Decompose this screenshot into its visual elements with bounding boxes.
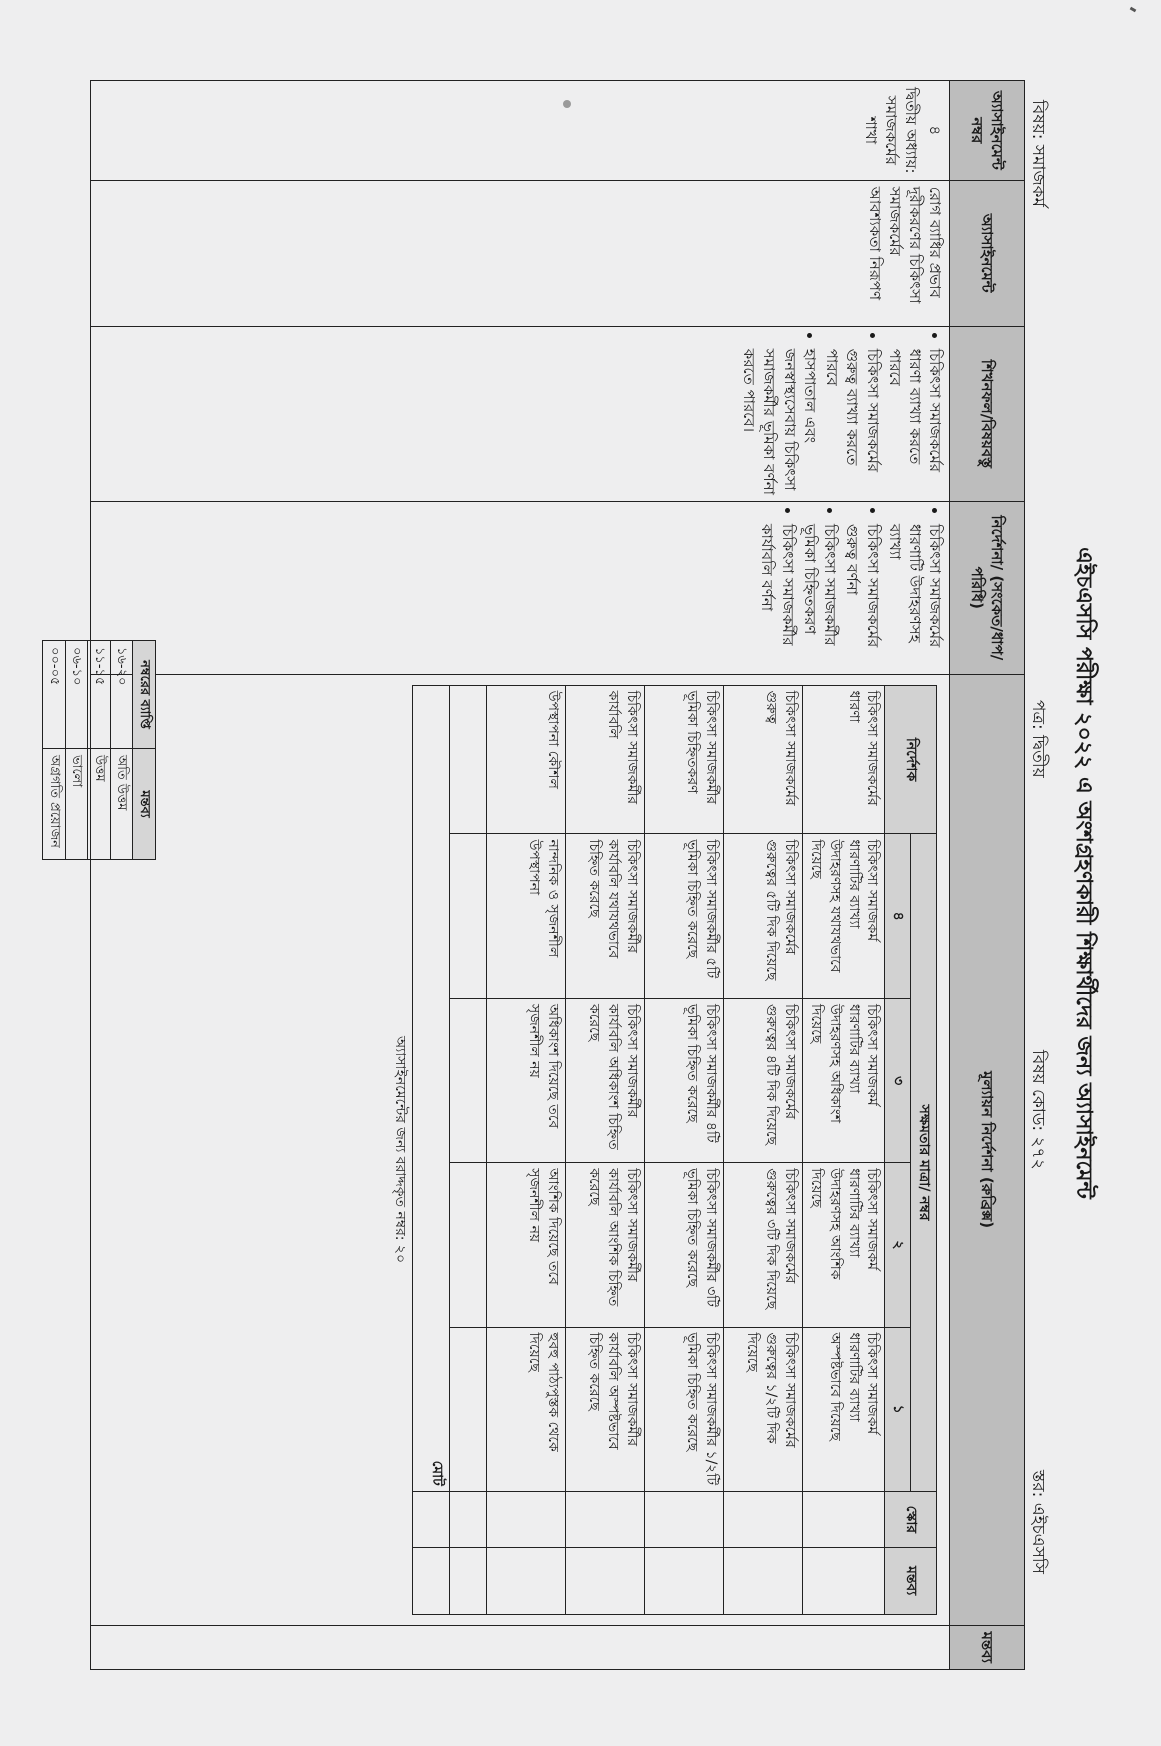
rubric-blank-row <box>449 685 486 1614</box>
grade-remark: ভালো <box>65 749 88 860</box>
rubric-total-label: মোট <box>412 685 449 1491</box>
rubric-cell-level-1: হুবহু পাঠ্যপুস্তক থেকে দিয়েছে <box>486 1327 565 1491</box>
rubric-cell-level-3: চিকিৎসা সমাজকর্মীর ৪টি ভূমিকা চিহ্নিত করেছে <box>644 998 723 1162</box>
rubric-indicator: চিকিৎসা সমাজকর্মীর কার্যাবলি <box>565 685 644 834</box>
instructions-cell <box>91 501 950 674</box>
page-title: এইচএসসি পরীক্ষা ২০২২ এ অংশগ্রহণকারী শিক্ষার্থীদের জন্য অ্যাসাইনমেন্ট <box>1071 547 1096 1199</box>
rubric-cell-level-2: চিকিৎসা সমাজকর্মীর ৩টি ভূমিকা চিহ্নিত করেছে <box>644 1163 723 1327</box>
rubric-indicator: চিকিৎসা সমাজকর্মীর ভূমিকা চিহ্নিতকরণ <box>644 685 723 834</box>
header-outcomes: শিখনফল/বিষয়বস্তু <box>950 326 1025 501</box>
rubric-cell-level-1: চিকিৎসা সমাজকর্মীর ১/২টি ভূমিকা চিহ্নিত করেছে <box>644 1327 723 1491</box>
assignment-table <box>90 80 1025 1670</box>
subject-label: বিষয়: সমাজকর্ম <box>1028 100 1048 207</box>
outcome-item: • চিকিৎসা সমাজকর্মের গুরুত্ব ব্যাখ্যা করতে পারবে <box>822 349 883 495</box>
assignment-number: ৪ <box>926 125 945 136</box>
rubric-score-header: স্কোর <box>885 1491 937 1547</box>
rubric-cell-level-4: চিকিৎসা সমাজকর্মের গুরুত্বের ৫টি দিক দিয়েছে <box>723 834 802 999</box>
rubric-indicator: উপস্থাপনা কৌশল <box>486 685 565 834</box>
rubric-level-3: ৩ <box>885 998 911 1162</box>
paper-label: পত্র: দ্বিতীয় <box>1028 700 1048 778</box>
rubric-total-note <box>412 1547 449 1614</box>
allotted-marks-note: অ্যাসাইনমেন্টের জন্য বরাদ্দকৃত নম্বর: ২০ <box>391 1036 408 1264</box>
scan-speck <box>563 100 571 108</box>
rubric-indicator-header: নির্দেশক <box>885 685 937 834</box>
rubric-cell-level-3: চিকিৎসা সমাজকর্মের গুরুত্বের ৪টি দিক দিয়েছে <box>723 998 802 1162</box>
level-label: স্তর: এইচএসসি <box>1028 1470 1048 1574</box>
rubric-score-cell <box>723 1491 802 1547</box>
rubric-cell-level-4: চিকিৎসা সমাজকর্মীর ৫টি ভূমিকা চিহ্নিত করেছে <box>644 834 723 999</box>
rubric-cell-level-3: চিকিৎসা সমাজকর্ম ধারণাটির ব্যাখ্যা উদাহরণসহ অধিকাংশ দিয়েছে <box>802 998 885 1162</box>
grade-range: ০০-০৫ <box>43 641 66 749</box>
grade-row <box>88 641 111 860</box>
rubric-note-cell <box>723 1547 802 1614</box>
rubric-levels-header: সক্ষমতার মাত্রা/ নম্বর <box>911 834 937 1491</box>
rubric-note-header: মন্তব্য <box>885 1547 937 1614</box>
rubric-cell-level-2: আংশিক দিয়েছে তবে সৃজনশীল নয় <box>486 1163 565 1327</box>
rubric-score-cell <box>565 1491 644 1547</box>
rubric-indicator: চিকিৎসা সমাজকর্মের গুরুত্ব <box>723 685 802 834</box>
rubric-cell-level-4: চিকিৎসা সমাজকর্ম ধারণাটির ব্যাখ্যা উদাহরণসহ যথাযথভাবে দিয়েছে <box>802 834 885 999</box>
outcomes-cell <box>91 326 950 501</box>
grade-range: ০৬-১০ <box>65 641 88 749</box>
header-rubric: মূল্যায়ন নির্দেশনা (রুব্রিক্স) <box>950 674 1025 1625</box>
grade-range-header: নম্বরের ব্যাপ্তি <box>133 641 156 749</box>
grade-remark-header: মন্তব্য <box>133 749 156 860</box>
rubric-total-score <box>412 1491 449 1547</box>
assignment-number-cell <box>91 81 950 181</box>
rubric-level-2: ২ <box>885 1163 911 1327</box>
instructions-list <box>757 508 945 668</box>
rubric-level-4: ৪ <box>885 834 911 999</box>
note-cell <box>91 1625 950 1669</box>
rubric-table <box>387 685 937 1615</box>
rubric-cell-level-2: চিকিৎসা সমাজকর্ম ধারণাটির ব্যাখ্যা উদাহরণসহ আংশিক দিয়েছে <box>802 1163 885 1327</box>
rubric-cell <box>91 674 950 1625</box>
rubric-level-1: ১ <box>885 1327 911 1491</box>
outcomes-list <box>739 333 946 495</box>
rubric-score-cell <box>486 1491 565 1547</box>
rubric-row <box>565 685 644 1614</box>
assignment-row <box>91 81 950 1670</box>
outcome-item: • চিকিৎসা সমাজকর্মের ধারণা ব্যাখ্যা করতে পারবে <box>885 349 946 495</box>
rubric-cell-level-3: চিকিৎসা সমাজকর্মীর কার্যাবলি অধিকাংশ চিহ্নিত করেছে <box>565 998 644 1162</box>
header-assignment: অ্যাসাইনমেন্ট <box>950 180 1025 326</box>
rubric-note-cell <box>486 1547 565 1614</box>
header-assignment-number: অ্যাসাইনমেন্ট নম্বর <box>950 81 1025 181</box>
rubric-row <box>723 685 802 1614</box>
header-instructions: নির্দেশনা/ (সংকেত/ধাপ/পরিধি) <box>950 501 1025 674</box>
rubric-score-cell <box>644 1491 723 1547</box>
assignment-title-cell <box>91 180 950 326</box>
rubric-row <box>802 685 885 1614</box>
rubric-indicator: চিকিৎসা সমাজকর্মের ধারণা <box>802 685 885 834</box>
instruction-item: • চিকিৎসা সমাজকর্মের ধারণাটি উদাহরণসহ ব্যাখ্যা <box>885 524 946 668</box>
rubric-cell-level-2: চিকিৎসা সমাজকর্মের গুরুত্বের ৩টি দিক দিয়েছে <box>723 1163 802 1327</box>
rubric-score-cell <box>802 1491 885 1547</box>
grade-row <box>65 641 88 860</box>
rubric-cell-level-2: চিকিৎসা সমাজকর্মীর কার্যাবলি আংশিক চিহ্নিত করেছে <box>565 1163 644 1327</box>
grade-remark: অগ্রগতি প্রয়োজন <box>43 749 66 860</box>
rubric-cell-level-4: নান্দনিক ও সৃজনশীল উপস্থাপনা <box>486 834 565 999</box>
instruction-item: • চিকিৎসা সমাজকর্মের গুরুত্ব বর্ণনা <box>842 524 883 668</box>
rubric-total-row <box>412 685 449 1614</box>
grade-row <box>110 641 133 860</box>
rubric-cell-level-4: চিকিৎসা সমাজকর্মীর কার্যাবলি যথাযথভাবে চিহ্নিত করেছে <box>565 834 644 999</box>
rubric-cell-level-1: চিকিৎসা সমাজকর্ম ধারণাটির ব্যাখ্যা অস্পষ্টভাবে দিয়েছে <box>802 1327 885 1491</box>
grade-range: ১৬-২০ <box>110 641 133 749</box>
assignment-table-header <box>950 81 1025 1670</box>
grade-row <box>43 641 66 860</box>
rubric-note-cell <box>565 1547 644 1614</box>
instruction-item: • চিকিৎসা সমাজকর্মীর ভূমিকা চিহ্নিতকরণ <box>800 524 841 668</box>
rubric-note-cell <box>644 1547 723 1614</box>
rubric-row <box>486 685 565 1614</box>
grade-range: ১১-১৫ <box>88 641 111 749</box>
grade-range-table <box>42 640 156 860</box>
outcome-item: • হাসপাতাল এবং জনস্বাস্থ্যসেবায় চিকিৎসা সমাজকর্মীর ভূমিকা বর্ণনা করতে পারবে। <box>739 349 820 495</box>
rubric-cell-level-1: চিকিৎসা সমাজকর্মের গুরুত্বের ১/২টি দিক দিয়েছে <box>723 1327 802 1491</box>
rubric-cell-level-3: অধিকাংশ দিয়েছে তবে সৃজনশীল নয় <box>486 998 565 1162</box>
grade-remark: উত্তম <box>88 749 111 860</box>
subject-code-label: বিষয় কোড: ২৭২ <box>1028 1050 1048 1170</box>
rubric-cell-level-1: চিকিৎসা সমাজকর্মীর কার্যাবলি অস্পষ্টভাবে চিহ্নিত করেছে <box>565 1327 644 1491</box>
rubric-row <box>644 685 723 1614</box>
assignment-title: রোগ ব্যাধির প্রভাব দূরীকরণের চিকিৎসা সমাজকর্মের আবশ্যকতা নিরূপণ <box>865 186 945 304</box>
assignment-chapter: দ্বিতীয় অধ্যায়: সমাজকর্মের শাখা <box>861 87 921 174</box>
header-note: মন্তব্য <box>950 1625 1025 1669</box>
rubric-note-cell <box>802 1547 885 1614</box>
grade-remark: অতি উত্তম <box>110 749 133 860</box>
instruction-item: • চিকিৎসা সমাজকর্মীর কার্যাবলি বর্ণনা <box>757 524 798 668</box>
